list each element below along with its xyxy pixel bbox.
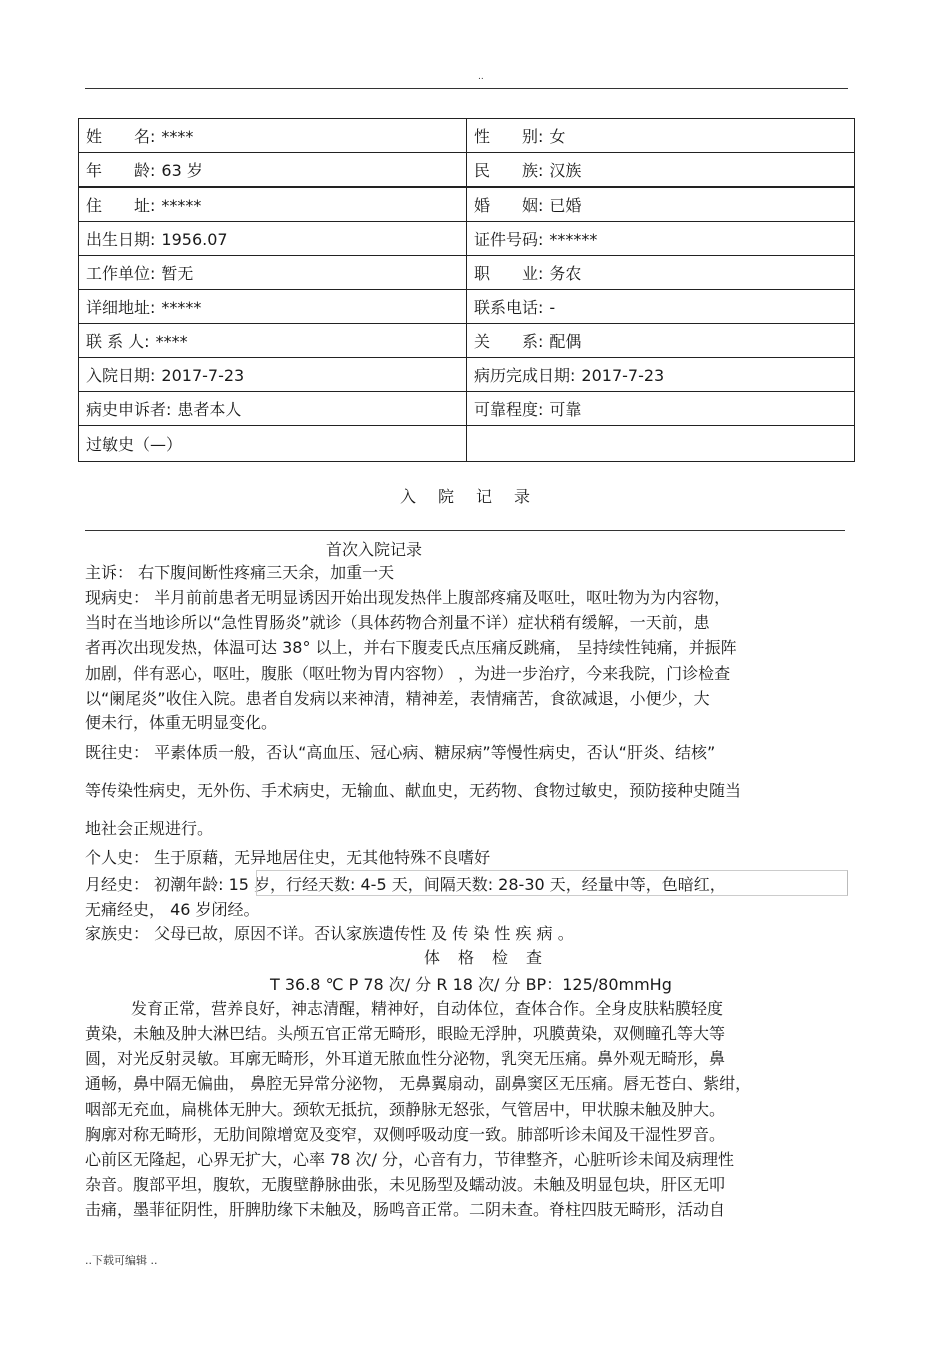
info-row — [79, 426, 855, 462]
physical-exam-line: 心前区无隆起，心界无扩大，心率 78 次/ 分，心音有力，节律整齐，心脏听诊未闻及病理性 — [85, 1150, 735, 1169]
sub-title: 首次入院记录 — [326, 540, 423, 559]
info-cell-left — [79, 290, 467, 324]
info-value: ***** — [161, 196, 202, 215]
info-cell-right — [467, 358, 855, 392]
info-row — [79, 153, 855, 188]
physical-exam-line: 通畅，鼻中隔无偏曲， 鼻腔无异常分泌物， 无鼻翼扇动，副鼻窦区无压痛。唇无苍白、紫绀， — [85, 1074, 752, 1093]
info-value: 暂无 — [161, 264, 194, 283]
section-title: 入院记录 — [400, 487, 553, 506]
info-cell-right — [467, 119, 855, 153]
vital-signs: T 36.8 ℃ P 78 次/ 分 R 18 次/ 分 BP：125/80mmHg — [270, 975, 672, 994]
record-line: 月经史： 初潮年龄: 15 岁，行经天数: 4-5 天，间隔天数: 28-30 天，经量中等，色暗红， — [85, 875, 726, 894]
info-cell-left — [79, 187, 467, 222]
record-line: 既往史： 平素体质一般，否认“高血压、冠心病、糖尿病”等慢性病史，否认“肝炎、结核” — [85, 743, 716, 762]
info-label: 详细地址: — [86, 298, 156, 317]
info-value: 配偶 — [549, 332, 582, 351]
info-cell-right — [467, 324, 855, 358]
info-label: 出生日期: — [86, 230, 156, 249]
info-cell-right — [467, 187, 855, 222]
info-value: 1956.07 — [161, 230, 228, 249]
info-row — [79, 256, 855, 290]
physical-exam-line: 咽部无充血，扁桃体无肿大。颈软无抵抗，颈静脉无怒张，气管居中，甲状腺未触及肿大。 — [85, 1100, 726, 1119]
header-mark: .. — [478, 72, 484, 82]
info-label: 职 业: — [474, 264, 544, 283]
physical-exam-line: 发育正常，营养良好，神志清醒，精神好，自动体位，查体合作。全身皮肤粘膜轻度 — [131, 999, 724, 1018]
info-value: 可靠 — [549, 400, 582, 419]
info-cell-left — [79, 153, 467, 188]
info-cell-left — [79, 256, 467, 290]
info-value: 汉族 — [549, 161, 582, 180]
info-cell-right — [467, 256, 855, 290]
info-label: 性 别: — [474, 127, 544, 146]
info-row — [79, 222, 855, 256]
record-line: 无痛经史， 46 岁闭经。 — [85, 900, 260, 919]
info-value: 已婚 — [549, 196, 582, 215]
footer-note: ..下载可编辑 .. — [85, 1254, 158, 1267]
info-cell-left — [79, 426, 467, 462]
info-row — [79, 324, 855, 358]
info-label: 病历完成日期: — [474, 366, 576, 385]
physical-exam-line: 杂音。腹部平坦，腹软，无腹壁静脉曲张，未见肠型及蠕动波。未触及明显包块，肝区无叩 — [85, 1175, 726, 1194]
info-label: 可靠程度: — [474, 400, 544, 419]
info-row — [79, 358, 855, 392]
info-row — [79, 392, 855, 426]
record-line: 等传染性病史，无外伤、手术病史，无输血、献血史，无药物、食物过敏史，预防接种史随当 — [85, 781, 742, 800]
physical-exam-line: 胸廓对称无畸形，无肋间隙增宽及变窄，双侧呼吸动度一致。肺部听诊未闻及干湿性罗音。 — [85, 1125, 726, 1144]
info-label: 关 系: — [474, 332, 544, 351]
info-row — [79, 119, 855, 153]
info-cell-right — [467, 153, 855, 188]
info-cell-right — [467, 222, 855, 256]
info-row — [79, 290, 855, 324]
info-value: **** — [155, 332, 188, 351]
physical-exam-title: 体格检查 — [424, 948, 561, 967]
info-value: 2017-7-23 — [581, 366, 665, 385]
info-cell-left — [79, 222, 467, 256]
info-value: ****** — [549, 230, 598, 249]
record-line: 地社会正规进行。 — [85, 819, 214, 838]
top-rule — [85, 88, 848, 89]
info-value: 患者本人 — [177, 400, 242, 419]
info-cell-left — [79, 392, 467, 426]
info-label: 婚 姻: — [474, 196, 544, 215]
record-line: 者再次出现发热，体温可达 38° 以上，并右下腹麦氏点压痛反跳痛， 呈持续性钝痛，并振阵 — [85, 638, 737, 657]
info-cell-right — [467, 426, 855, 462]
record-line: 个人史： 生于原藉，无异地居住史，无其他特殊不良嗜好 — [85, 848, 491, 867]
info-cell-right — [467, 290, 855, 324]
info-label: 过敏史（—） — [86, 435, 183, 454]
info-value: 2017-7-23 — [161, 366, 245, 385]
info-label: 民 族: — [474, 161, 544, 180]
info-value: **** — [161, 127, 194, 146]
info-value: ***** — [161, 298, 202, 317]
info-label: 入院日期: — [86, 366, 156, 385]
info-value: 女 — [549, 127, 566, 146]
info-label: 工作单位: — [86, 264, 156, 283]
record-line: 以“阑尾炎”收住入院。患者自发病以来神清，精神差，表情痛苦，食欲减退，小便少，大 — [85, 689, 710, 708]
info-label: 病史申诉者: — [86, 400, 172, 419]
info-label: 联系电话: — [474, 298, 544, 317]
info-label: 联 系 人: — [86, 332, 150, 351]
info-value: 63 岁 — [161, 161, 203, 180]
info-cell-right — [467, 392, 855, 426]
record-line: 主诉： 右下腹间断性疼痛三天余，加重一天 — [85, 563, 395, 582]
patient-info-table — [78, 118, 855, 462]
physical-exam-line: 击痛，墨菲征阴性，肝脾肋缘下未触及，肠鸣音正常。二阴未查。脊柱四肢无畸形，活动自 — [85, 1200, 726, 1219]
record-line: 加剧，伴有恶心，呕吐，腹胀（呕吐物为胃内容物） ，为进一步治疗，今来我院，门诊检查 — [85, 664, 731, 683]
record-line: 便未行，体重无明显变化。 — [85, 713, 278, 732]
info-value: - — [549, 298, 556, 317]
info-label: 住 址: — [86, 196, 156, 215]
info-row — [79, 187, 855, 222]
info-label: 姓 名: — [86, 127, 156, 146]
record-line: 现病史： 半月前前患者无明显诱因开始出现发热伴上腹部疼痛及呕吐，呕吐物为为内容物， — [85, 588, 731, 607]
record-line: 当时在当地诊所以“急性胃肠炎”就诊（具体药物合剂量不详）症状稍有缓解，一天前，患 — [85, 613, 710, 632]
info-label: 证件号码: — [474, 230, 544, 249]
info-value: 务农 — [549, 264, 582, 283]
record-line: 家族史： 父母已故，原因不详。否认家族遗传性 及 传 染 性 疾 病 。 — [85, 924, 574, 943]
info-cell-left — [79, 324, 467, 358]
info-label: 年 龄: — [86, 161, 156, 180]
physical-exam-line: 圆，对光反射灵敏。耳廓无畸形，外耳道无脓血性分泌物，乳突无压痛。鼻外观无畸形，鼻 — [85, 1049, 726, 1068]
physical-exam-line: 黄染，未触及肿大淋巴结。头颅五官正常无畸形，眼睑无浮肿，巩膜黄染，双侧瞳孔等大等 — [85, 1024, 726, 1043]
info-cell-left — [79, 119, 467, 153]
section-rule — [85, 530, 845, 531]
info-cell-left — [79, 358, 467, 392]
